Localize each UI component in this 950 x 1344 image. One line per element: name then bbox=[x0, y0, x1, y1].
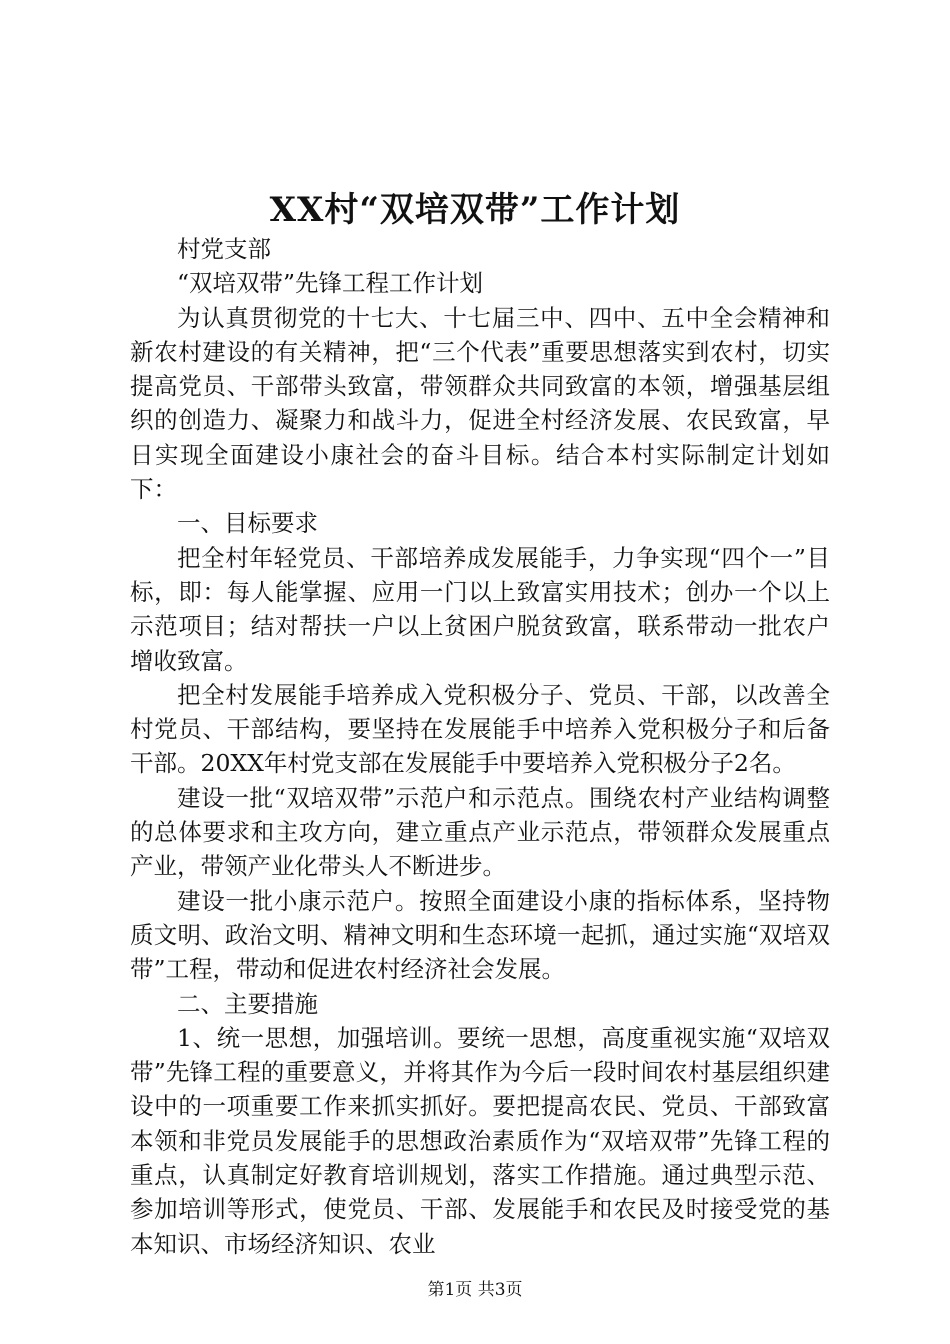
document-title: XX村“双培双带”工作计划 bbox=[269, 190, 681, 230]
paragraph-goal-4: 建设一批小康示范户。按照全面建设小康的指标体系，坚持物质文明、政治文明、精神文明和生态环境一起抓，通过实施“双培双带”工程，带动和促进农村经济社会发展。 bbox=[130, 886, 830, 984]
paragraph-department: 村党支部 bbox=[177, 235, 271, 263]
paragraph-subtitle: “双培双带”先锋工程工作计划 bbox=[177, 269, 484, 298]
section-heading-measures: 二、主要措施 bbox=[177, 989, 318, 1018]
paragraph-measure-1: 1、统一思想，加强培训。要统一思想，高度重视实施“双培双带”先锋工程的重要意义，并将其作为今后一段时间农村基层组织建设中的一项重要工作来抓实抓好。要把提高农民、党员、干部致富本领和非党员发展能手的思想政治素质作为“双培双带”先锋工程的重点，认真制定好教育培训规划，落实工作措施。通过典型示范、参加培训等形式，使党员、干部、发展能手和农民及时接受党的基本知识、市场经济知识、农业 bbox=[130, 1023, 830, 1258]
paragraph-goal-3: 建设一批“双培双带”示范户和示范点。围绕农村产业结构调整的总体要求和主攻方向，建立重点产业示范点，带领群众发展重点产业，带领产业化带头人不断进步。 bbox=[130, 783, 830, 881]
document-body bbox=[130, 232, 830, 1261]
paragraph-intro: 为认真贯彻党的十七大、十七届三中、四中、五中全会精神和新农村建设的有关精神，把“三个代表”重要思想落实到农村，切实提高党员、干部带头致富，带领群众共同致富的本领，增强基层组织的创造力、凝聚力和战斗力，促进全村经济发展、农民致富，早日实现全面建设小康社会的奋斗目标。结合本村实际制定计划如下： bbox=[130, 303, 830, 504]
paragraph-goal-2: 把全村发展能手培养成入党积极分子、党员、干部，以改善全村党员、干部结构，要坚持在发展能手中培养入党积极分子和后备干部。20XX年村党支部在发展能手中要培养入党积极分子2名。 bbox=[130, 680, 830, 778]
page-footer: 第1页 共3页 bbox=[427, 1280, 523, 1300]
paragraph-goal-1: 把全村年轻党员、干部培养成发展能手，力争实现“四个一”目标，即：每人能掌握、应用一门以上致富实用技术；创办一个以上示范项目；结对帮扶一户以上贫困户脱贫致富，联系带动一批农户增收致富。 bbox=[130, 543, 830, 675]
section-heading-goals: 一、目标要求 bbox=[177, 509, 318, 538]
